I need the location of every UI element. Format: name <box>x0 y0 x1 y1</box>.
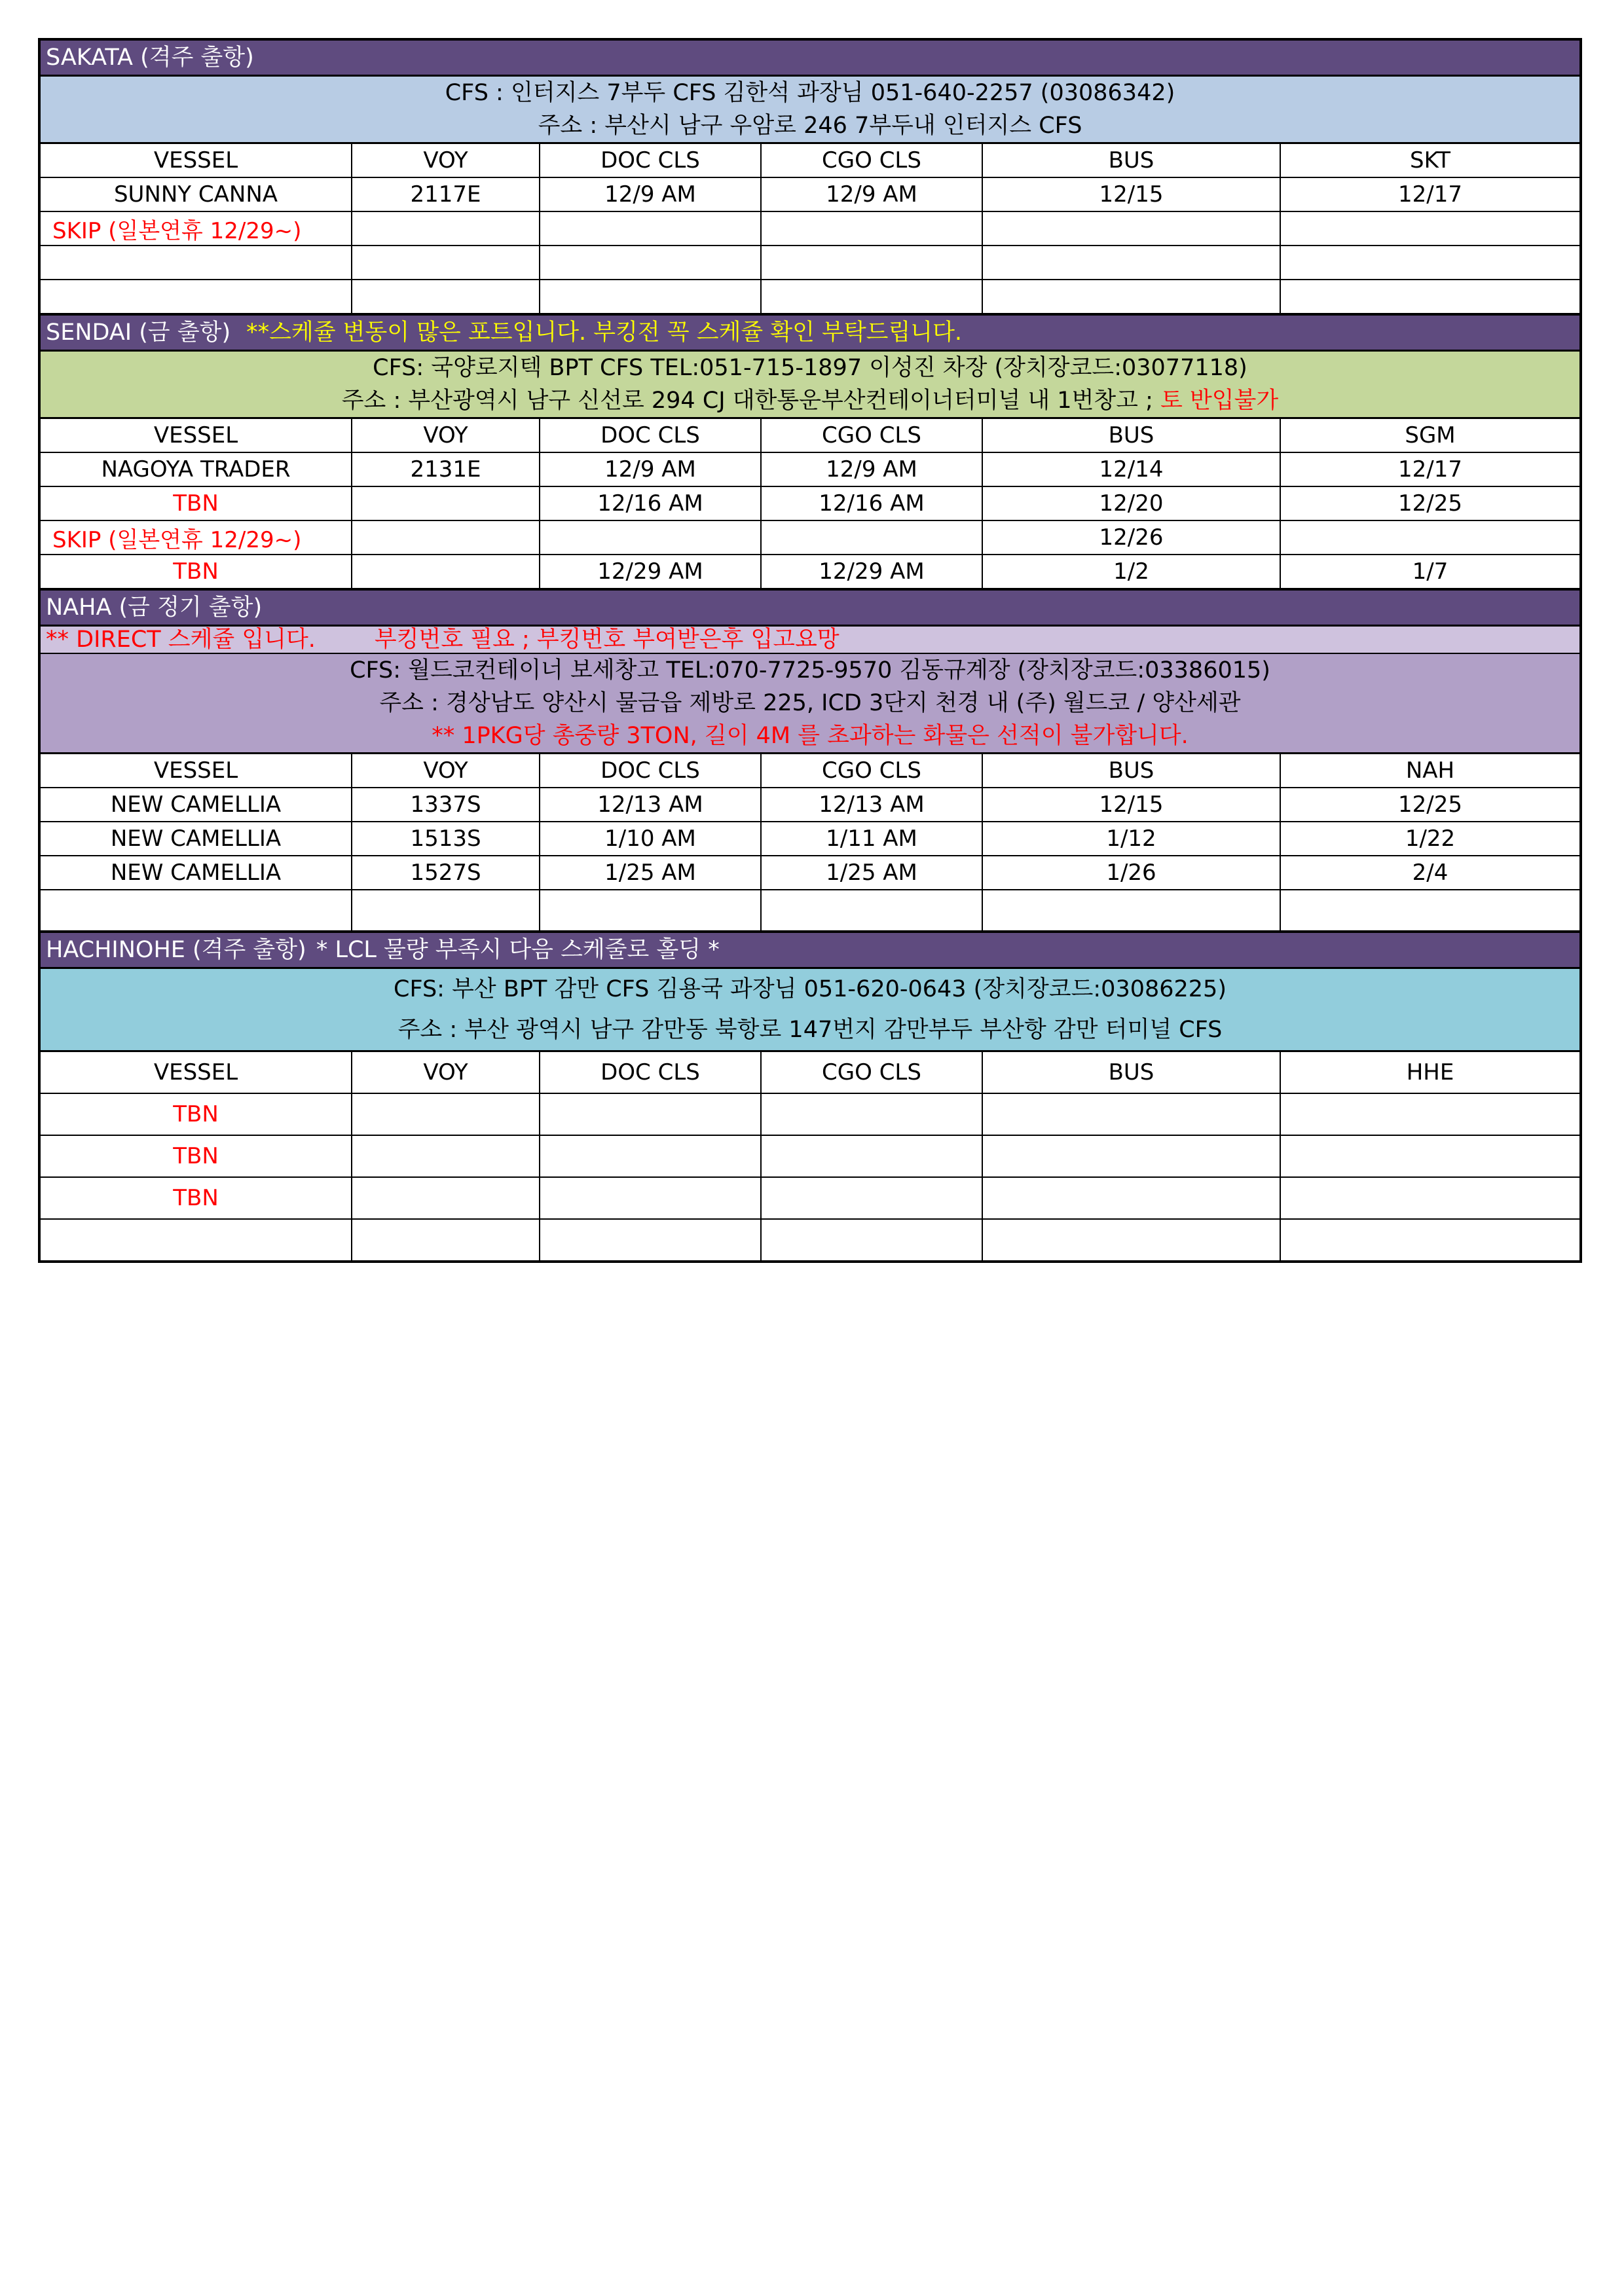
cargo-limit-warning: ** 1PKG당 총중량 3TON, 길이 4M 를 초과하는 화물은 선적이 불가합니다. <box>432 723 1189 749</box>
doc-cls-cell <box>540 520 761 555</box>
doc-cls-cell <box>540 211 761 246</box>
schedule-change-notice: **스케쥴 변동이 많은 포트입니다. 부킹전 꼭 스케쥴 확인 부탁드립니다. <box>246 319 963 346</box>
cgo-cls-cell: 12/16 AM <box>761 486 982 520</box>
header-destination: HHE <box>1280 1052 1579 1093</box>
cfs-line: CFS: 국양로지텍 BPT CFS TEL:051-715-1897 이성진 차장 (장치장코드:03077118) <box>373 355 1247 381</box>
destination-cell <box>1280 1177 1579 1219</box>
cgo-cls-cell: 12/29 AM <box>761 555 982 588</box>
bus-cell <box>982 890 1280 930</box>
header-doc-cls: DOC CLS <box>540 1052 761 1093</box>
bus-cell: 12/14 <box>982 452 1280 486</box>
destination-cell: 12/17 <box>1280 452 1579 486</box>
doc-cls-cell <box>540 246 761 280</box>
cfs-line: CFS: 부산 BPT 감만 CFS 김용국 과장님 051-620-0643 (장치장코드:03086225) <box>394 976 1227 1002</box>
cgo-cls-cell <box>761 520 982 555</box>
address-line: 주소 : 부산시 남구 우암로 246 7부두내 인터지스 CFS <box>538 113 1082 139</box>
header-destination: SKT <box>1280 144 1579 177</box>
voy-cell: 1513S <box>352 822 540 856</box>
cfs-line: CFS: 월드코컨테이너 보세창고 TEL:070-7725-9570 김동규계장 (장치장코드:03386015) <box>350 657 1270 683</box>
address-line <box>41 384 1579 417</box>
bus-cell: 12/20 <box>982 486 1280 520</box>
section-title: NAHA (금 정기 출항) <box>41 591 1579 627</box>
doc-cls-cell <box>540 1177 761 1219</box>
header-cgo-cls: CGO CLS <box>761 144 982 177</box>
cgo-cls-cell <box>761 890 982 930</box>
cfs-info-band <box>41 969 1579 1052</box>
table-row <box>41 1219 1579 1260</box>
header-vessel: VESSEL <box>41 1052 352 1093</box>
voy-cell <box>352 555 540 588</box>
table-header-row <box>41 144 1579 177</box>
voy-cell <box>352 520 540 555</box>
cgo-cls-cell <box>761 246 982 280</box>
table-row <box>41 856 1579 890</box>
cgo-cls-cell <box>761 1135 982 1177</box>
destination-cell <box>1280 1135 1579 1177</box>
voy-cell <box>352 1219 540 1260</box>
booking-notice: 부킹번호 필요 ; 부킹번호 부여받은후 입고요망 <box>374 627 840 653</box>
voy-cell: 1527S <box>352 856 540 890</box>
doc-cls-cell <box>540 1219 761 1260</box>
direct-notice: ** DIRECT 스케쥴 입니다. <box>46 627 316 653</box>
destination-cell: 12/17 <box>1280 177 1579 211</box>
cfs-line: CFS : 인터지스 7부두 CFS 김한석 과장님 051-640-2257 (03086342) <box>445 80 1175 106</box>
doc-cls-cell <box>540 1093 761 1135</box>
voy-cell <box>352 246 540 280</box>
doc-cls-cell: 1/10 AM <box>540 822 761 856</box>
bus-cell: 12/15 <box>982 177 1280 211</box>
section-title <box>41 316 1579 352</box>
table-header-row <box>41 419 1579 452</box>
voy-cell <box>352 486 540 520</box>
destination-cell <box>1280 211 1579 246</box>
cgo-cls-cell <box>761 211 982 246</box>
table-row <box>41 1135 1579 1177</box>
header-cgo-cls: CGO CLS <box>761 754 982 788</box>
table-row <box>41 555 1579 588</box>
vessel-cell <box>41 890 352 930</box>
vessel-cell <box>41 1219 352 1260</box>
header-doc-cls: DOC CLS <box>540 754 761 788</box>
header-vessel: VESSEL <box>41 144 352 177</box>
vessel-cell: SKIP (일본연휴 12/29~) <box>41 520 352 555</box>
bus-cell <box>982 1177 1280 1219</box>
cgo-cls-cell <box>761 1177 982 1219</box>
section-title-text: SENDAI (금 출항) <box>46 319 231 346</box>
direct-notice-strip <box>41 627 1579 654</box>
table-row <box>41 452 1579 486</box>
header-voy: VOY <box>352 754 540 788</box>
section-title: SAKATA (격주 출항) <box>41 41 1579 77</box>
bus-cell <box>982 1219 1280 1260</box>
vessel-cell: SUNNY CANNA <box>41 177 352 211</box>
cfs-info-band <box>41 352 1579 419</box>
section-title <box>41 933 1579 969</box>
bus-cell <box>982 1135 1280 1177</box>
cgo-cls-cell <box>761 1219 982 1260</box>
doc-cls-cell: 12/16 AM <box>540 486 761 520</box>
destination-cell <box>1280 1093 1579 1135</box>
schedule-table <box>41 1052 1579 1260</box>
destination-cell: 1/22 <box>1280 822 1579 856</box>
voy-cell <box>352 1135 540 1177</box>
schedule-table <box>41 419 1579 588</box>
doc-cls-cell: 1/25 AM <box>540 856 761 890</box>
voy-cell <box>352 280 540 313</box>
vessel-cell: TBN <box>41 486 352 520</box>
address-line: 주소 : 경상남도 양산시 물금읍 제방로 225, ICD 3단지 천경 내 (주) 월드코 / 양산세관 <box>379 690 1241 716</box>
doc-cls-cell <box>540 280 761 313</box>
section-sakata <box>38 38 1582 313</box>
schedule-sheet <box>38 38 1582 1263</box>
cgo-cls-cell <box>761 1093 982 1135</box>
destination-cell: 1/7 <box>1280 555 1579 588</box>
vessel-cell: TBN <box>41 1135 352 1177</box>
voy-cell: 2117E <box>352 177 540 211</box>
table-header-row <box>41 1052 1579 1093</box>
cgo-cls-cell: 1/11 AM <box>761 822 982 856</box>
voy-cell <box>352 211 540 246</box>
bus-cell <box>982 280 1280 313</box>
header-cgo-cls: CGO CLS <box>761 419 982 452</box>
vessel-cell: NEW CAMELLIA <box>41 856 352 890</box>
bus-cell: 12/15 <box>982 788 1280 822</box>
header-bus: BUS <box>982 144 1280 177</box>
doc-cls-cell: 12/9 AM <box>540 452 761 486</box>
vessel-cell: SKIP (일본연휴 12/29~) <box>41 211 352 246</box>
table-row <box>41 788 1579 822</box>
vessel-cell: NEW CAMELLIA <box>41 788 352 822</box>
voy-cell <box>352 1093 540 1135</box>
bus-cell: 1/12 <box>982 822 1280 856</box>
header-vessel: VESSEL <box>41 754 352 788</box>
header-doc-cls: DOC CLS <box>540 144 761 177</box>
header-doc-cls: DOC CLS <box>540 419 761 452</box>
table-row <box>41 520 1579 555</box>
header-destination: SGM <box>1280 419 1579 452</box>
destination-cell: 12/25 <box>1280 486 1579 520</box>
header-cgo-cls: CGO CLS <box>761 1052 982 1093</box>
section-hachinohe <box>38 930 1582 1263</box>
header-bus: BUS <box>982 419 1280 452</box>
voy-cell <box>352 890 540 930</box>
table-row <box>41 890 1579 930</box>
vessel-cell <box>41 280 352 313</box>
cgo-cls-cell: 12/13 AM <box>761 788 982 822</box>
doc-cls-cell: 12/9 AM <box>540 177 761 211</box>
table-row <box>41 486 1579 520</box>
header-bus: BUS <box>982 1052 1280 1093</box>
destination-cell: 12/25 <box>1280 788 1579 822</box>
table-row <box>41 246 1579 280</box>
schedule-table <box>41 144 1579 313</box>
destination-cell <box>1280 520 1579 555</box>
doc-cls-cell <box>540 1135 761 1177</box>
schedule-table <box>41 754 1579 930</box>
lcl-holding-notice: * LCL 물량 부족시 다음 스케줄로 홀딩 * <box>316 937 720 963</box>
destination-cell <box>1280 890 1579 930</box>
bus-cell: 1/2 <box>982 555 1280 588</box>
bus-cell <box>982 246 1280 280</box>
voy-cell: 1337S <box>352 788 540 822</box>
table-header-row <box>41 754 1579 788</box>
vessel-cell <box>41 246 352 280</box>
table-row <box>41 211 1579 246</box>
destination-cell <box>1280 1219 1579 1260</box>
bus-cell <box>982 1093 1280 1135</box>
cgo-cls-cell: 1/25 AM <box>761 856 982 890</box>
vessel-cell: TBN <box>41 1093 352 1135</box>
cfs-info-band <box>41 654 1579 754</box>
destination-cell <box>1280 280 1579 313</box>
doc-cls-cell: 12/13 AM <box>540 788 761 822</box>
table-row <box>41 280 1579 313</box>
voy-cell: 2131E <box>352 452 540 486</box>
address-text: 주소 : 부산광역시 남구 신선로 294 CJ 대한통운부산컨테이너터미널 내 1번창고 ; <box>341 388 1153 414</box>
bus-cell: 12/26 <box>982 520 1280 555</box>
vessel-cell: NAGOYA TRADER <box>41 452 352 486</box>
destination-cell <box>1280 246 1579 280</box>
section-naha <box>38 588 1582 930</box>
cgo-cls-cell: 12/9 AM <box>761 452 982 486</box>
doc-cls-cell: 12/29 AM <box>540 555 761 588</box>
cgo-cls-cell: 12/9 AM <box>761 177 982 211</box>
bus-cell: 1/26 <box>982 856 1280 890</box>
doc-cls-cell <box>540 890 761 930</box>
header-vessel: VESSEL <box>41 419 352 452</box>
vessel-cell: TBN <box>41 1177 352 1219</box>
table-row <box>41 1177 1579 1219</box>
section-title-text: HACHINOHE (격주 출항) <box>46 937 306 963</box>
cfs-info-band <box>41 77 1579 144</box>
cgo-cls-cell <box>761 280 982 313</box>
vessel-cell: TBN <box>41 555 352 588</box>
table-row <box>41 1093 1579 1135</box>
header-voy: VOY <box>352 419 540 452</box>
bus-cell <box>982 211 1280 246</box>
destination-cell: 2/4 <box>1280 856 1579 890</box>
header-bus: BUS <box>982 754 1280 788</box>
table-row <box>41 177 1579 211</box>
table-row <box>41 822 1579 856</box>
address-line: 주소 : 부산 광역시 남구 감만동 북항로 147번지 감만부두 부산항 감만 터미널 CFS <box>397 1017 1223 1043</box>
section-sendai <box>38 313 1582 588</box>
header-voy: VOY <box>352 144 540 177</box>
no-saturday-notice: 토 반입불가 <box>1160 388 1279 414</box>
header-destination: NAH <box>1280 754 1579 788</box>
voy-cell <box>352 1177 540 1219</box>
vessel-cell: NEW CAMELLIA <box>41 822 352 856</box>
header-voy: VOY <box>352 1052 540 1093</box>
